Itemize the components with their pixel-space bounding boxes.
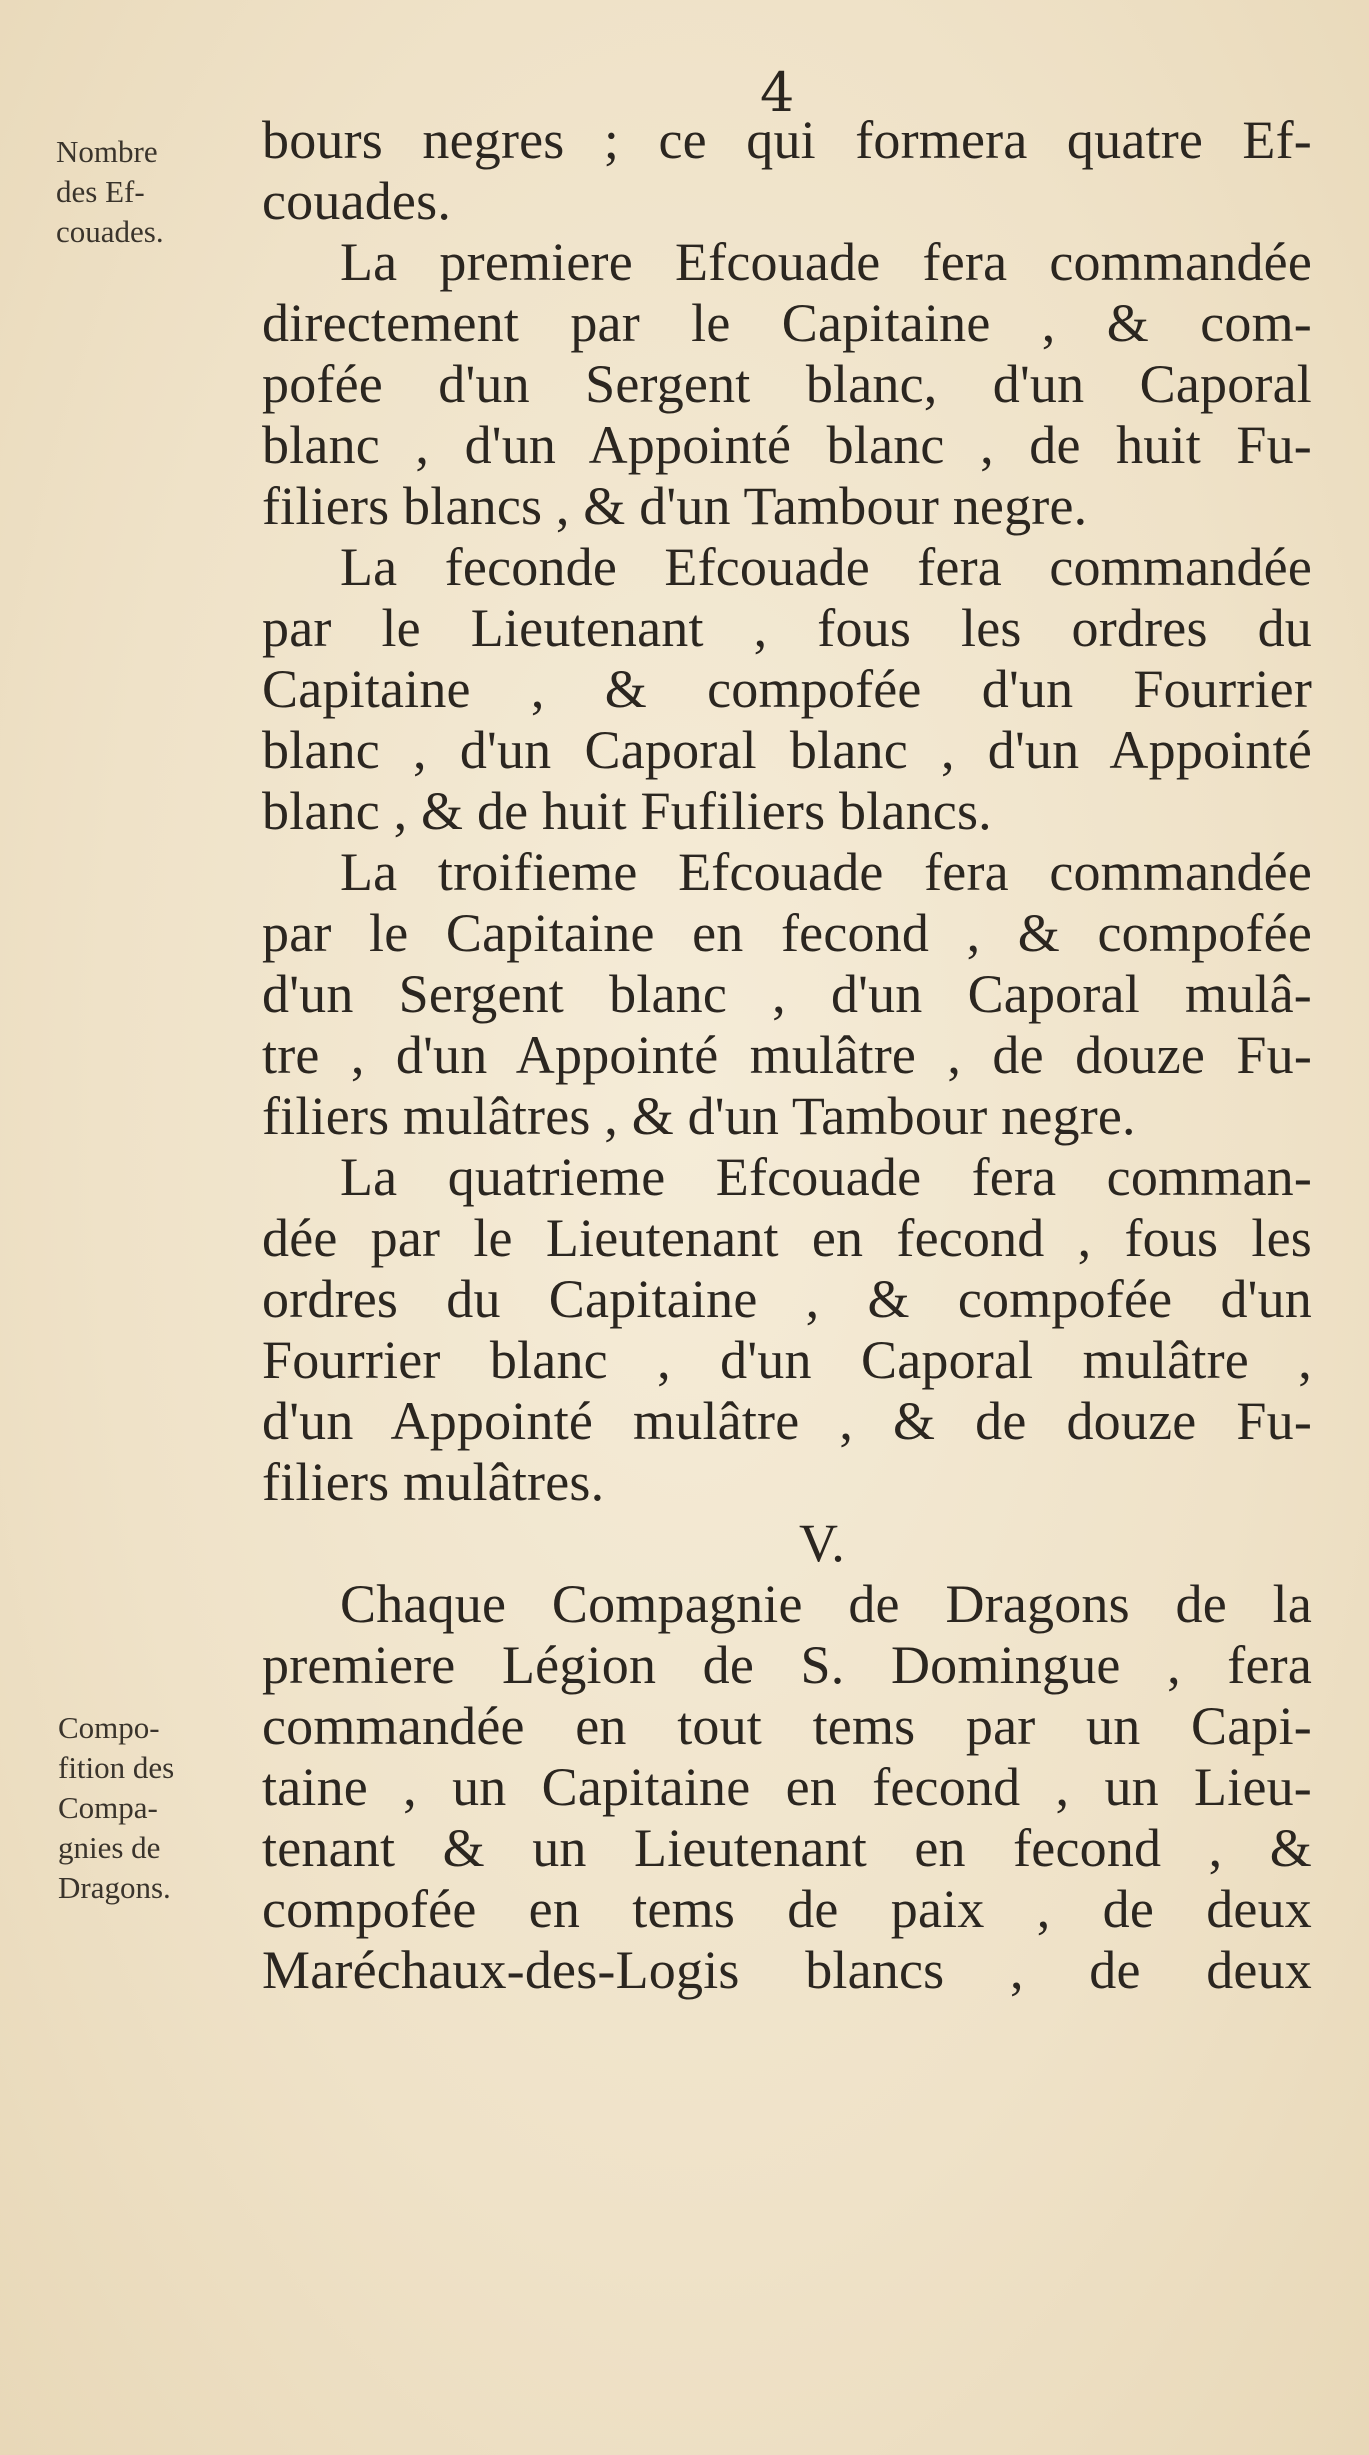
text-line: commandée en tout tems par un Capi- [262,1696,1312,1756]
text-line: Fourrier blanc , d'un Caporal mulâtre , [262,1330,1312,1390]
margin-note-nombre-des-escouades [56,132,164,252]
text-line: blanc , d'un Appointé blanc , de huit Fu- [262,415,1312,475]
text-line: tre , d'un Appointé mulâtre , de douze Fu- [262,1025,1312,1085]
text-line: filiers blancs , & d'un Tambour negre. [262,476,1088,536]
margin-note-line: gnies de [58,1830,161,1865]
paragraph-compagnie-dragons [262,1574,1312,2001]
text-line: directement par le Capitaine , & com- [262,293,1312,353]
paragraph-troisieme-escouade [262,842,1312,1147]
text-line: taine , un Capitaine en fecond , un Lieu- [262,1757,1312,1817]
margin-note-line: Compo- [58,1710,160,1745]
margin-note-line: Nombre [56,134,158,169]
text-line: ordres du Capitaine , & compofée d'un [262,1269,1312,1329]
body-text [262,110,1312,2001]
text-line: filiers mulâtres. [262,1452,605,1512]
paragraph-premiere-escouade [262,232,1312,537]
margin-note-line: fition des [58,1750,175,1785]
text-line: premiere Légion de S. Domingue , fera [262,1635,1312,1695]
text-line: blanc , d'un Caporal blanc , d'un Appointé [262,720,1312,780]
text-line: Capitaine , & compofée d'un Fourrier [262,659,1312,719]
text-line: La quatrieme Efcouade fera comman- [340,1147,1312,1207]
text-line: d'un Appointé mulâtre , & de douze Fu- [262,1391,1312,1451]
paragraph-seconde-escouade [262,537,1312,842]
text-line: La premiere Efcouade fera commandée [340,232,1312,292]
text-line: bours negres ; ce qui formera quatre Ef- [262,110,1312,170]
text-line: La feconde Efcouade fera commandée [340,537,1312,597]
text-line: pofée d'un Sergent blanc, d'un Caporal [262,354,1312,414]
text-line: tenant & un Lieutenant en fecond , & [262,1818,1312,1878]
text-line: La troifieme Efcouade fera commandée [340,842,1312,902]
text-line: couades. [262,171,452,231]
text-line: filiers mulâtres , & d'un Tambour negre. [262,1086,1136,1146]
text-line: Maréchaux-des-Logis blancs , de deux [262,1940,1312,2000]
text-line: compofée en tems de paix , de deux [262,1879,1312,1939]
margin-note-line: couades. [56,214,164,249]
margin-note-line: Compa- [58,1790,158,1825]
text-line: d'un Sergent blanc , d'un Caporal mulâ- [262,964,1312,1024]
section-heading: V. [799,1513,845,1573]
text-line: par le Capitaine en fecond , & compofée [262,903,1312,963]
margin-note-line: Dragons. [58,1870,171,1905]
text-line: blanc , & de huit Fufiliers blancs. [262,781,992,841]
text-line: dée par le Lieutenant en fecond , fous les [262,1208,1312,1268]
paragraph-quatrieme-escouade [262,1147,1312,1513]
paragraph-continuation [262,110,1312,232]
margin-note-line: des Ef- [56,174,145,209]
text-line: Chaque Compagnie de Dragons de la [340,1574,1312,1634]
page-number: 4 [760,61,795,124]
text-line: par le Lieutenant , fous les ordres du [262,598,1312,658]
margin-note-composition-dragons [58,1708,174,1908]
